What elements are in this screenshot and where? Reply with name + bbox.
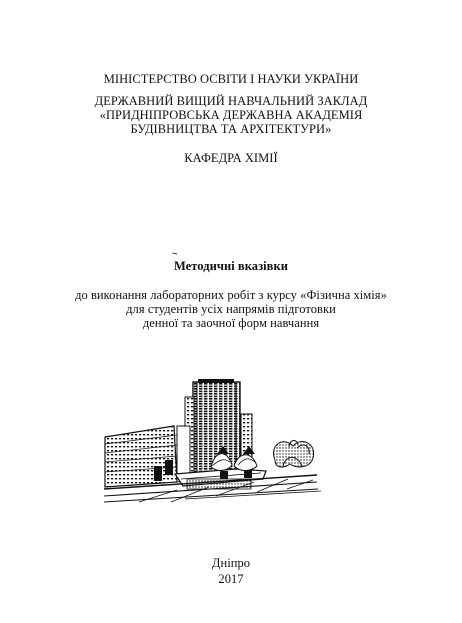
year: 2017 [218, 572, 244, 586]
document-subtitle-line-1: до виконання лабораторних робіт з курсу «Фізична хімія» [75, 288, 387, 302]
document-subtitle-line-3: денної та заочної форм навчання [142, 316, 320, 330]
institution-line-1: ДЕРЖАВНИЙ ВИЩИЙ НАВЧАЛЬНИЙ ЗАКЛАД [94, 94, 368, 108]
city: Дніпро [211, 556, 251, 570]
institution-line-2: «ПРИДНІПРОВСЬКА ДЕРЖАВНА АКАДЕМІЯ [99, 108, 363, 122]
print-mark [172, 253, 178, 258]
ministry-line: МІНІСТЕРСТВО ОСВІТИ І НАУКИ УКРАЇНИ [103, 72, 359, 86]
institution-line-3: БУДІВНИЦТВА ТА АРХІТЕКТУРИ» [130, 122, 332, 136]
building-illustration-icon [99, 378, 324, 513]
document-subtitle-line-2: для студентів усіх напрямів підготовки [126, 302, 336, 316]
department-line: КАФЕДРА ХІМІЇ [184, 151, 278, 165]
document-title: Методичні вказівки [174, 259, 288, 273]
